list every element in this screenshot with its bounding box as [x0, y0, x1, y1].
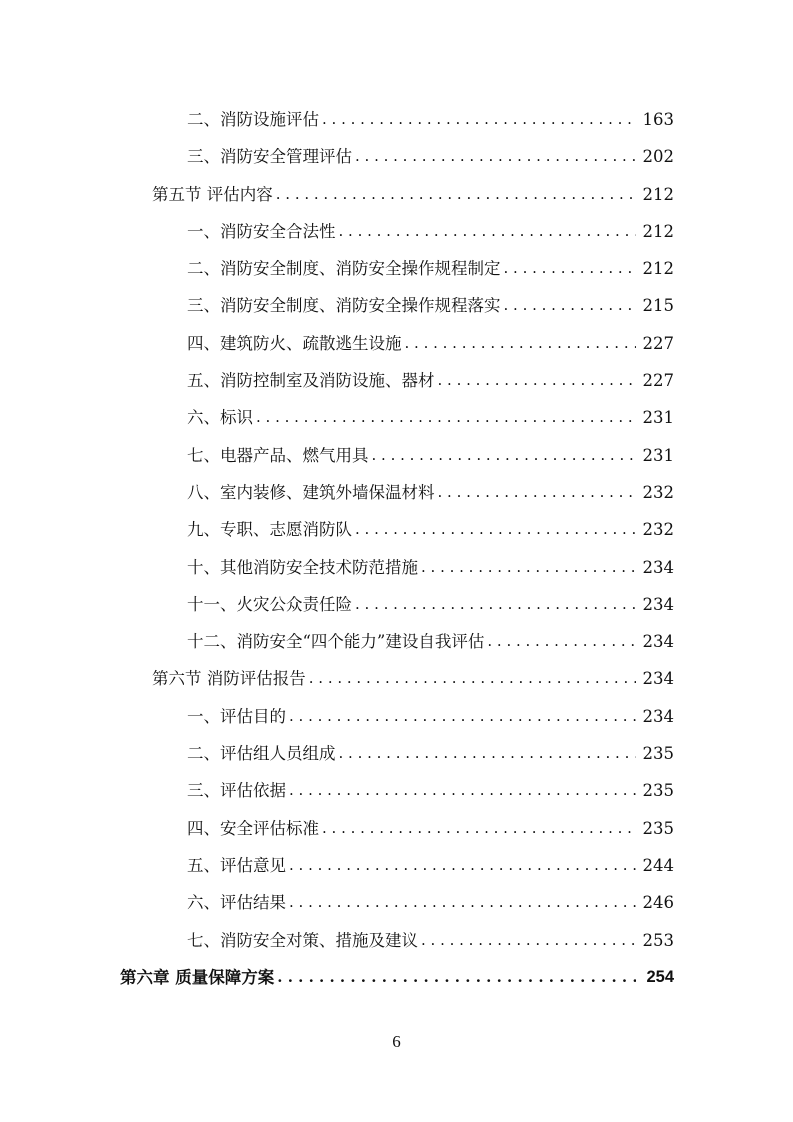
toc-entry-title: 十一、火灾公众责任险: [187, 594, 352, 614]
toc-entry-page: 232: [642, 520, 674, 540]
toc-entry-page: 232: [642, 482, 674, 502]
toc-entry-title: 二、消防安全制度、消防安全操作规程制定: [187, 259, 501, 279]
toc-entry-title: 六、标识: [187, 408, 253, 428]
toc-subsection-entry: [0, 922, 793, 959]
toc-subsection-entry: [0, 362, 793, 399]
toc-dot-leader: [501, 287, 637, 324]
page-number: 6: [392, 1032, 401, 1051]
toc-entry-page: 244: [642, 855, 674, 875]
toc-entry-title: 二、消防设施评估: [187, 110, 319, 129]
toc-subsection-entry: [0, 138, 793, 175]
toc-dot-leader: [336, 213, 637, 250]
toc-dot-leader: [501, 250, 637, 287]
toc-subsection-entry: [0, 549, 793, 586]
toc-dot-leader: [253, 399, 636, 436]
toc-entry-title: 四、安全评估标准: [187, 818, 319, 838]
toc-entry-page: 227: [642, 371, 674, 391]
toc-section-entry: [0, 660, 793, 697]
toc-subsection-entry: [0, 213, 793, 250]
toc-entry-title: 七、消防安全对策、措施及建议: [187, 930, 418, 950]
toc-entry-title: 六、评估结果: [187, 893, 286, 913]
toc-entry-page: 234: [642, 632, 674, 652]
toc-entry-title: 一、消防安全合法性: [187, 221, 336, 241]
toc-chapter-entry: [0, 959, 793, 996]
toc-subsection-entry: [0, 325, 793, 362]
toc-entry-page: 234: [642, 594, 674, 614]
toc-entry-page: 231: [642, 445, 674, 465]
toc-dot-leader: [435, 362, 637, 399]
toc-entry-page: 227: [642, 333, 674, 353]
toc-dot-leader: [274, 959, 636, 996]
toc-entry-title: 十二、消防安全“四个能力”建设自我评估: [187, 632, 485, 652]
toc-dot-leader: [306, 660, 636, 697]
toc-entry-title: 三、评估依据: [187, 781, 286, 801]
toc-entry-title: 五、评估意见: [187, 855, 286, 875]
toc-subsection-entry: [0, 287, 793, 324]
toc-dot-leader: [286, 884, 636, 921]
toc-entry-page: 212: [642, 221, 674, 241]
toc-subsection-entry: [0, 250, 793, 287]
toc-dot-leader: [369, 437, 637, 474]
toc-entry-title: 第五节 评估内容: [152, 184, 273, 204]
toc-subsection-entry: [0, 437, 793, 474]
toc-subsection-entry: [0, 623, 793, 660]
toc-entry-title: 三、消防安全制度、消防安全操作规程落实: [187, 296, 501, 316]
toc-subsection-entry: [0, 847, 793, 884]
toc-dot-leader: [402, 325, 637, 362]
toc-subsection-entry: [0, 735, 793, 772]
toc-subsection-entry: [0, 772, 793, 809]
toc-entry-title: 四、建筑防火、疏散逃生设施: [187, 333, 402, 353]
toc-entry-page: 231: [642, 408, 674, 428]
toc-entry-page: 163: [642, 110, 674, 129]
toc-dot-leader: [418, 922, 636, 959]
toc-dot-leader: [352, 586, 636, 623]
toc-dot-leader: [273, 176, 636, 213]
toc-dot-leader: [352, 511, 636, 548]
toc-entry-page: 235: [642, 744, 674, 764]
toc-dot-leader: [435, 474, 637, 511]
toc-dot-leader: [286, 698, 636, 735]
toc-entry-page: 212: [642, 259, 674, 279]
toc-entry-title: 三、消防安全管理评估: [187, 147, 352, 167]
toc-dot-leader: [286, 772, 636, 809]
toc-entry-page: 235: [642, 781, 674, 801]
toc-subsection-entry: [0, 586, 793, 623]
toc-entry-page: 234: [642, 706, 674, 726]
toc-entry-page: 212: [642, 184, 674, 204]
toc-entry-title: 第六节 消防评估报告: [152, 669, 306, 689]
toc-subsection-entry: [0, 810, 793, 847]
toc-entry-page: 235: [642, 818, 674, 838]
toc-dot-leader: [319, 101, 636, 138]
toc-subsection-entry: [0, 698, 793, 735]
toc-subsection-entry: [0, 101, 793, 138]
toc-entry-title: 九、专职、志愿消防队: [187, 520, 352, 540]
toc-section-entry: [0, 176, 793, 213]
toc-dot-leader: [418, 549, 636, 586]
toc-entry-title: 五、消防控制室及消防设施、器材: [187, 371, 435, 391]
toc-entry-title: 一、评估目的: [187, 706, 286, 726]
toc-entry-title: 二、评估组人员组成: [187, 744, 336, 764]
toc-dot-leader: [352, 138, 636, 175]
toc-entry-page: 254: [646, 967, 674, 986]
toc-subsection-entry: [0, 511, 793, 548]
toc-dot-leader: [286, 847, 636, 884]
toc-entry-title: 第六章 质量保障方案: [120, 967, 275, 987]
toc-entry-title: 七、电器产品、燃气用具: [187, 445, 369, 465]
toc-entry-page: 234: [642, 669, 674, 689]
toc-subsection-entry: [0, 399, 793, 436]
toc-entry-page: 253: [642, 930, 674, 950]
toc-entry-title: 八、室内装修、建筑外墙保温材料: [187, 482, 435, 502]
table-of-contents: [0, 101, 793, 996]
toc-subsection-entry: [0, 474, 793, 511]
toc-entry-title: 十、其他消防安全技术防范措施: [187, 557, 418, 577]
toc-entry-page: 246: [642, 893, 674, 913]
toc-dot-leader: [484, 623, 636, 660]
toc-entry-page: 234: [642, 557, 674, 577]
toc-entry-page: 215: [642, 296, 674, 316]
toc-dot-leader: [336, 735, 637, 772]
toc-subsection-entry: [0, 884, 793, 921]
toc-entry-page: 202: [642, 147, 674, 167]
toc-dot-leader: [319, 810, 636, 847]
